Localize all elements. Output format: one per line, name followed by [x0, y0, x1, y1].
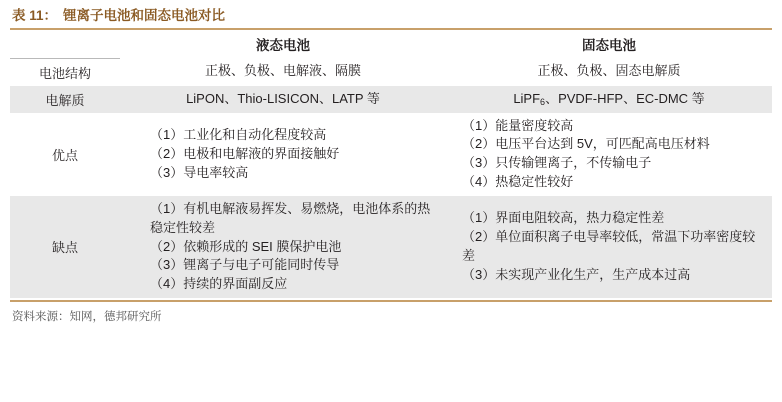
list-item: （3）锂离子与电子可能同时传导 — [150, 257, 340, 273]
table-row — [10, 86, 772, 113]
list-item: （3）导电率较高 — [150, 164, 249, 180]
comparison-table — [10, 30, 772, 298]
list-item: （3）只传输锂离子，不传输电子 — [462, 155, 652, 171]
list-item: （1）工业化和自动化程度较高 — [150, 126, 327, 142]
list-item: （2）依赖形成的 SEI 膜保护电池 — [150, 238, 342, 254]
cell-advantages-solid — [446, 113, 772, 196]
figure-title — [10, 0, 772, 30]
table-row — [10, 196, 772, 298]
cell-electrolyte-liquid: LiPON、Thio-LISICON、LATP 等 — [186, 90, 380, 106]
list-item: （3）未实现产业化生产，生产成本过高 — [462, 266, 691, 282]
table-header — [10, 30, 772, 58]
cell-advantages-liquid — [120, 113, 446, 196]
list-item: （1）有机电解液易挥发、易燃烧，电池体系的热稳定性较差 — [150, 200, 431, 235]
list-item: （2）单位面积离子电导率较低，常温下功率密度较差 — [462, 229, 756, 263]
row-label-structure: 电池结构 — [38, 65, 91, 81]
header-liquid-battery: 液态电池 — [256, 38, 310, 53]
row-label-disadvantages: 缺点 — [51, 240, 78, 256]
figure-number: 表 11： — [12, 8, 58, 23]
table-row — [10, 113, 772, 196]
row-label-electrolyte: 电解质 — [45, 92, 85, 108]
cell-electrolyte-solid: LiPF$_6$、PVDF-HFP、EC-DMC 等 — [513, 90, 705, 107]
list-item: （1）能量密度较高 — [462, 117, 574, 133]
list-item: （2）电极和电解液的界面接触好 — [150, 145, 340, 161]
source-note: 资料来源：知网，德邦研究所 — [12, 311, 162, 324]
row-label-advantages: 优点 — [51, 147, 78, 163]
cell-structure-solid: 正极、负极、固态电解质 — [537, 63, 681, 79]
table-body — [10, 58, 772, 298]
figure-title-text: 锂离子电池和固态电池对比 — [63, 8, 226, 23]
list-item: （4）热稳定性较好 — [462, 174, 574, 190]
cell-disadvantages-liquid — [120, 196, 446, 298]
header-solid-battery: 固态电池 — [582, 38, 636, 53]
list-item: （4）持续的界面副反应 — [150, 276, 288, 292]
cell-disadvantages-solid — [446, 196, 772, 298]
list-item: （1）界面电阻较高，热力稳定性差 — [462, 210, 665, 226]
header-blank — [10, 30, 120, 58]
cell-structure-liquid: 正极、负极、电解液、隔膜 — [204, 63, 361, 79]
table-row — [10, 58, 772, 86]
list-item: （2）电压平台达到 5V，可匹配高电压材料 — [462, 136, 710, 152]
